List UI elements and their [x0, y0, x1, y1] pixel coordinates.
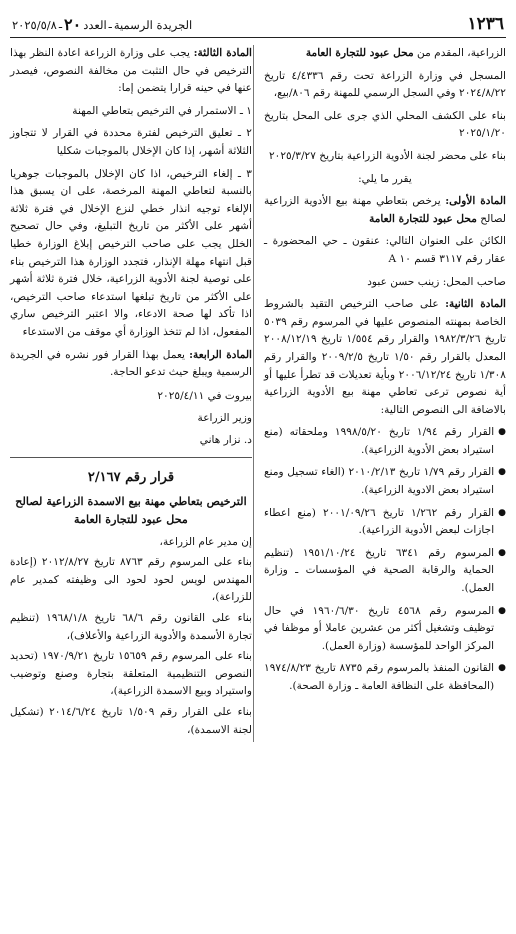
right-column: [253, 45, 506, 742]
shop-address: الكائن على العنوان التالي: عنقون ـ حي المحضورة ـ عقار رقم ٣١١٧ قسم ١٠ A: [264, 235, 506, 265]
article-1: [264, 193, 506, 228]
option-item: ٢ ـ تعليق الترخيص لفترة محددة في القرار لا تتجاوز الثلاثة أشهر، إذا كان الإخلال بالموجبات شكليا: [10, 127, 252, 157]
option-item: ٣ ـ إلغاء الترخيص، اذا كان الإخلال بالموجبات جوهريا بالنسبة لتعاطي المهنة المرخصة، على ان يسبق هذا الإلغاء توجيه انذار خطي لنزع الإخلال في فترة ثلاثة أشهر على الأكثر من تاريخ التبليغ، وفي حال تصحيح الخلل يجب على صاحب الترخيص إبلاغ الوزارة خطيا قبل انتهاء مهلة الإنذار، فتجدد الوزارة هذا الترخيص بناء على توصية لجنة الأدوية الزراعية، خلال فترة ثلاثة أشهر على الأكثر من تاريخ تبلغها استدعاء صاحب الترخيص، اذا تأكد لها صحة الادعاء، والا اعتبر الترخيص ساري المفعول، اذا لم تتخذ الوزارة أي موقف من الاستدعاء: [10, 167, 252, 338]
article-2: [264, 296, 506, 419]
list-item-text: المرسوم رقم ٦٣٤١ تاريخ ١٩٥١/١٠/٢٤ (تنظيم الحماية والرقابة الصحية في المؤسسات ـ وزارة العمل).: [264, 546, 495, 595]
bullet-icon: ●: [498, 547, 506, 558]
decides-heading: يقرر ما يلي:: [358, 172, 412, 185]
list-item-text: القرار رقم ١/٢٦٢ تاريخ ٢٠٠١/٠٩/٢٦ (منع اعطاء اجازات لبعض الأدوية الزراعية).: [264, 506, 495, 537]
list-item-text: القرار رقم ١/٩٤ تاريخ ١٩٩٨/٥/٢٠ وملحقاته (منع استيراد بعض الأدوية الزراعية).: [264, 426, 495, 456]
header-separator: ـ: [108, 18, 112, 31]
signature-title: وزير الزراعة: [197, 411, 252, 424]
article-label: المادة الرابعة:: [189, 348, 252, 361]
issue-info: [12, 15, 192, 34]
list-item: [264, 545, 506, 598]
article-text: يرخص بتعاطي مهنة بيع الأدوية الزراعية لصالح: [264, 195, 506, 225]
page-number: ١٢٣٦: [467, 14, 504, 34]
article-3: [10, 45, 252, 98]
paragraph: [264, 45, 506, 63]
page-header: [10, 8, 506, 38]
bullet-icon: ●: [498, 467, 506, 478]
article-label: المادة الثانية:: [445, 298, 506, 311]
list-item: [264, 505, 506, 540]
article-label: المادة الأولى:: [445, 195, 506, 208]
shop-name: محل عبود للتجارة العامة: [369, 212, 477, 225]
list-item: [264, 464, 506, 499]
article-text: يجب على وزارة الزراعة اعادة النظر بهذا الترخيص في حال التثبت من مخالفة النصوص، فيصدر عنها في حينه قرارا يتضمن إما:: [10, 47, 252, 95]
paragraph: بناء على القرار رقم ١/٥٠٩ تاريخ ٢٠١٤/٦/٢٤ (تشكيل لجنة الاسمدة)،: [10, 706, 252, 736]
decree-subject: الترخيص بتعاطي مهنة بيع الاسمدة الزراعية لصالح محل عبود للتجارة العامة: [15, 493, 247, 526]
paragraph: بناء على القانون رقم ٦٨/٦ تاريخ ١٩٦٨/١/٨ (تنظيم تجارة الأسمدة والأدوية الزراعية والأعلاف)،: [10, 612, 252, 642]
paragraph: بناء على الكشف المحلي الذي جرى على المحل بتاريخ ٢٠٢٥/١/٢٠: [264, 109, 506, 140]
paragraph: بناء على محضر لجنة الأدوية الزراعية بتاريخ ٢٠٢٥/٣/٢٧: [268, 149, 506, 162]
paragraph: المسجل في وزارة الزراعة تحت رقم ٤/٤٣٣٦ تاريخ ٢٠٢٤/٨/٢٢ وفي السجل الرسمي للمهنة رقم ٨٠٦/بيع،: [264, 69, 506, 100]
article-label: المادة الثالثة:: [193, 47, 252, 59]
issue-date: ٢٠٢٥/٥/٨: [12, 17, 57, 32]
article-4: [10, 347, 252, 382]
decree-title: قرار رقم ٢/١٦٧: [87, 469, 175, 485]
signature-name: د. نزار هاني: [199, 433, 252, 446]
section-divider: [10, 457, 252, 458]
shop-name: محل عبود للتجارة العامة: [305, 47, 414, 59]
option-item: ١ ـ الاستمرار في الترخيص بتعاطي المهنة: [72, 104, 252, 117]
shop-owner: صاحب المحل: زينب حسن عبود: [367, 275, 506, 288]
bullet-icon: ●: [498, 427, 506, 438]
list-item: [264, 660, 506, 695]
left-column: [10, 45, 252, 742]
bullet-icon: ●: [498, 507, 506, 518]
list-item-text: المرسوم رقم ٤٥٦٨ تاريخ ١٩٦٠/٦/٣٠ في حال توظيف وتشغيل أكثر من عشرين عاملا أو موظفا في المركز الواحد للمؤسسة (وزارة العمل).: [264, 604, 495, 652]
paragraph: إن مدير عام الزراعة،: [159, 535, 252, 548]
article-text: يعمل بهذا القرار فور نشره في الجريدة الرسمية ويبلغ حيث تدعو الحاجة.: [10, 348, 252, 379]
bullet-icon: ●: [498, 605, 506, 616]
issue-number: ٢٠: [64, 15, 82, 34]
list-item: [264, 603, 506, 656]
article-text: على صاحب الترخيص التقيد بالشروط الخاصة بمهنته المنصوص عليها في المرسوم رقم ٥٠٣٩ تاريخ ١٩٨٢/٣/٢٦ والقرار رقم ١/٥٥٤ تاريخ ٢٠٠٨/١٢/١٩ المعدل بالقرار رقم ١/٥٠ تاريخ ٢٠٠٩/٢/٥ والقرار رقم ١/٣٠٨ تاريخ ٢٠٠٦/١٢/٢٤ وبأية تعديلات قد تطرأ عليها أو أية نصوص ترعى تعاطي مهنة بيع الأدوية الزراعية بالاضافة الى النصوص التالية:: [264, 298, 506, 416]
paragraph: بناء على المرسوم رقم ١٥٦٥٩ تاريخ ١٩٧٠/٩/٢١ (تحديد النصوص التنظيمية المتعلقة بتجارة وصنع وتوضيب واستيراد وبيع الاسمدة الزراعية)،: [10, 650, 252, 698]
header-separator: ـ: [58, 18, 63, 31]
issue-label: العدد: [83, 17, 107, 32]
signature-place-date: بيروت في ٢٠٢٥/٤/١١: [157, 389, 252, 402]
list-item-text: القرار رقم ١/٧٩ تاريخ ٢٠١٠/٢/١٣ (الغاء تسجيل ومنع استيراد بعض الادوية الزراعية).: [264, 466, 495, 497]
columns: [10, 45, 506, 742]
list-item: [264, 424, 506, 459]
list-item-text: القانون المنفذ بالمرسوم رقم ٨٧٣٥ تاريخ ١٩٧٤/٨/٢٣ (المحافظة على النظافة العامة ـ وزارة الصحة).: [264, 662, 495, 692]
paragraph-text: الزراعية، المقدم من: [413, 47, 506, 59]
paragraph: بناء على المرسوم رقم ٨٧٦٣ تاريخ ٢٠١٢/٨/٢٧ (إعادة المهندس لويس لحود لحود الى وظيفته كمدير عام للزراعة)،: [10, 556, 252, 604]
gazette-name: الجريدة الرسمية: [113, 17, 193, 32]
bullet-icon: ●: [498, 663, 506, 674]
